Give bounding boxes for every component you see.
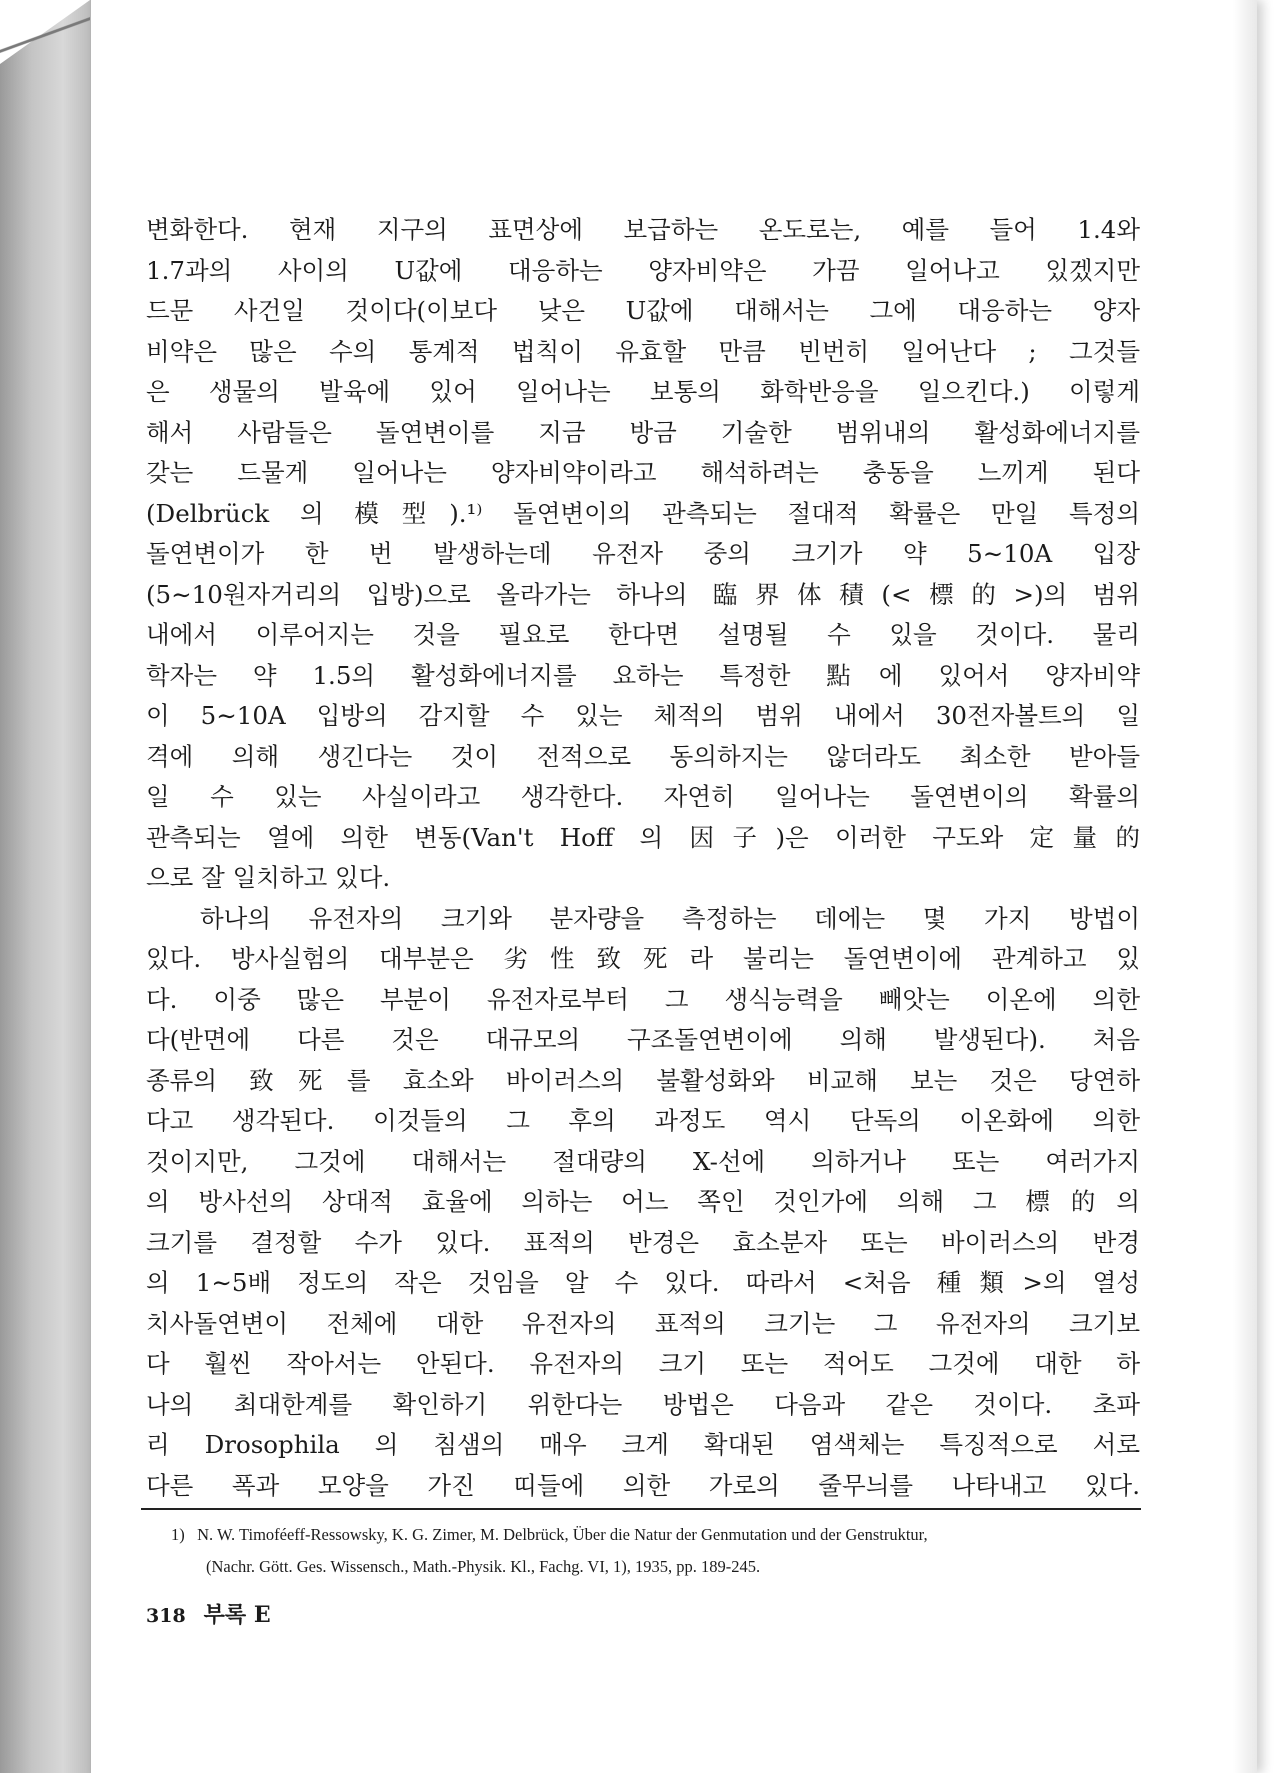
body-text <box>146 210 1140 1506</box>
text-line: 변화한다. 현재 지구의 표면상에 보급하는 온도로는, 예를 들어 1.4와 <box>146 215 1140 244</box>
book-spine-edge <box>0 0 90 1773</box>
text-line: 내에서 이루어지는 것을 필요로 한다면 설명될 수 있을 것이다. 물리 <box>146 620 1140 649</box>
page-footer <box>146 1598 271 1629</box>
text-line: 리 Drosophila 의 침샘의 매우 크게 확대된 염색체는 특징적으로 서로 <box>146 1430 1140 1459</box>
text-line: 이 5∼10A 입방의 감지할 수 있는 체적의 범위 내에서 30전자볼트의 일 <box>146 701 1140 730</box>
text-line: 으로 잘 일치하고 있다. <box>146 863 391 892</box>
footnote-divider <box>141 1508 1141 1510</box>
page-edge-shadow <box>1233 0 1257 1773</box>
text-line: 하나의 유전자의 크기와 분자량을 측정하는 데에는 몇 가지 방법이 <box>200 903 1140 933</box>
book-corner-line <box>0 0 90 70</box>
footnote-marker: 1) <box>171 1525 185 1544</box>
text-line: 해서 사람들은 돌연변이를 지금 방금 기술한 범위내의 활성화에너지를 <box>146 417 1140 447</box>
text-line: 다 훨씬 작아서는 안된다. 유전자의 크기 또는 적어도 그것에 대한 하 <box>146 1349 1140 1378</box>
section-label: 부록 E <box>203 1602 271 1628</box>
text-line: 다(반면에 다른 것은 대규모의 구조돌연변이에 의해 발생된다). 처음 <box>146 1025 1140 1054</box>
text-line: 돌연변이가 한 번 발생하는데 유전자 중의 크기가 약 5∼10A 입장 <box>146 539 1140 568</box>
text-line: 것이지만, 그것에 대해서는 절대량의 X-선에 의하거나 또는 여러가지 <box>146 1146 1140 1176</box>
text-line: 격에 의해 생긴다는 것이 전적으로 동의하지는 않더라도 최소한 받아들 <box>146 741 1140 771</box>
footnote-line <box>171 1519 1151 1551</box>
text-line: 일 수 있는 사실이라고 생각한다. 자연히 일어나는 돌연변이의 확률의 <box>146 782 1140 811</box>
text-line: 비약은 많은 수의 통계적 법칙이 유효할 만큼 빈번히 일어난다 ; 그것들 <box>146 336 1140 366</box>
text-line: 종류의 致死를 효소와 바이러스의 불활성화와 비교해 보는 것은 당연하 <box>146 1065 1140 1095</box>
text-line: 은 생물의 발육에 있어 일어나는 보통의 화학반응을 일으킨다.) 이렇게 <box>146 377 1140 406</box>
text-line: 관측되는 열에 의한 변동(Van't Hoff 의 因子)은 이러한 구도와 定量的 <box>146 822 1140 852</box>
text-line: 나의 최대한계를 확인하기 위한다는 방법은 다음과 같은 것이다. 초파 <box>146 1389 1140 1419</box>
text-line: 드문 사건일 것이다(이보다 낮은 U값에 대해서는 그에 대응하는 양자 <box>146 296 1140 325</box>
text-line: 다고 생각된다. 이것들의 그 후의 과정도 역시 단독의 이온화에 의한 <box>146 1106 1140 1135</box>
text-line: 갖는 드물게 일어나는 양자비약이라고 해석하려는 충동을 느끼게 된다 <box>146 458 1140 487</box>
text-line: 의 방사선의 상대적 효율에 의하는 어느 쪽인 것인가에 의해 그 標的의 <box>146 1187 1140 1216</box>
text-line: 크기를 결정할 수가 있다. 표적의 반경은 효소분자 또는 바이러스의 반경 <box>146 1227 1140 1257</box>
text-line: 있다. 방사실험의 대부분은 劣性致死라 불리는 돌연변이에 관계하고 있 <box>146 944 1140 973</box>
text-line: 학자는 약 1.5의 활성화에너지를 요하는 특정한 點에 있어서 양자비약 <box>146 660 1140 690</box>
text-line: 다. 이중 많은 부분이 유전자로부터 그 생식능력을 빼앗는 이온에 의한 <box>146 984 1140 1014</box>
footnote-citation: N. W. Timoféeff-Ressowsky, K. G. Zimer, M. Delbrück, Über die Natur der Genmutation und der Genstruktur, <box>197 1525 928 1544</box>
page-number: 318 <box>146 1605 186 1627</box>
text-line: 의 1∼5배 정도의 작은 것임을 알 수 있다. 따라서 <처음 種類>의 열성 <box>146 1268 1140 1297</box>
text-line: 치사돌연변이 전체에 대한 유전자의 표적의 크기는 그 유전자의 크기보 <box>146 1308 1140 1338</box>
text-line: 다른 폭과 모양을 가진 띠들에 의한 가로의 줄무늬를 나타내고 있다. <box>146 1470 1140 1500</box>
footnote-line: (Nachr. Gött. Ges. Wissensch., Math.-Physik. Kl., Fachg. VI, 1), 1935, pp. 189-245. <box>206 1557 761 1576</box>
text-line: 1.7과의 사이의 U값에 대응하는 양자비약은 가끔 일어나고 있겠지만 <box>146 255 1140 285</box>
text-line: (Delbrück 의 模型).¹⁾ 돌연변이의 관측되는 절대적 확률은 만일 특정의 <box>146 498 1140 528</box>
footnote <box>171 1519 1151 1583</box>
text-line: (5∼10원자거리의 입방)으로 올라가는 하나의 臨界体積(<標的>)의 범위 <box>146 579 1140 609</box>
